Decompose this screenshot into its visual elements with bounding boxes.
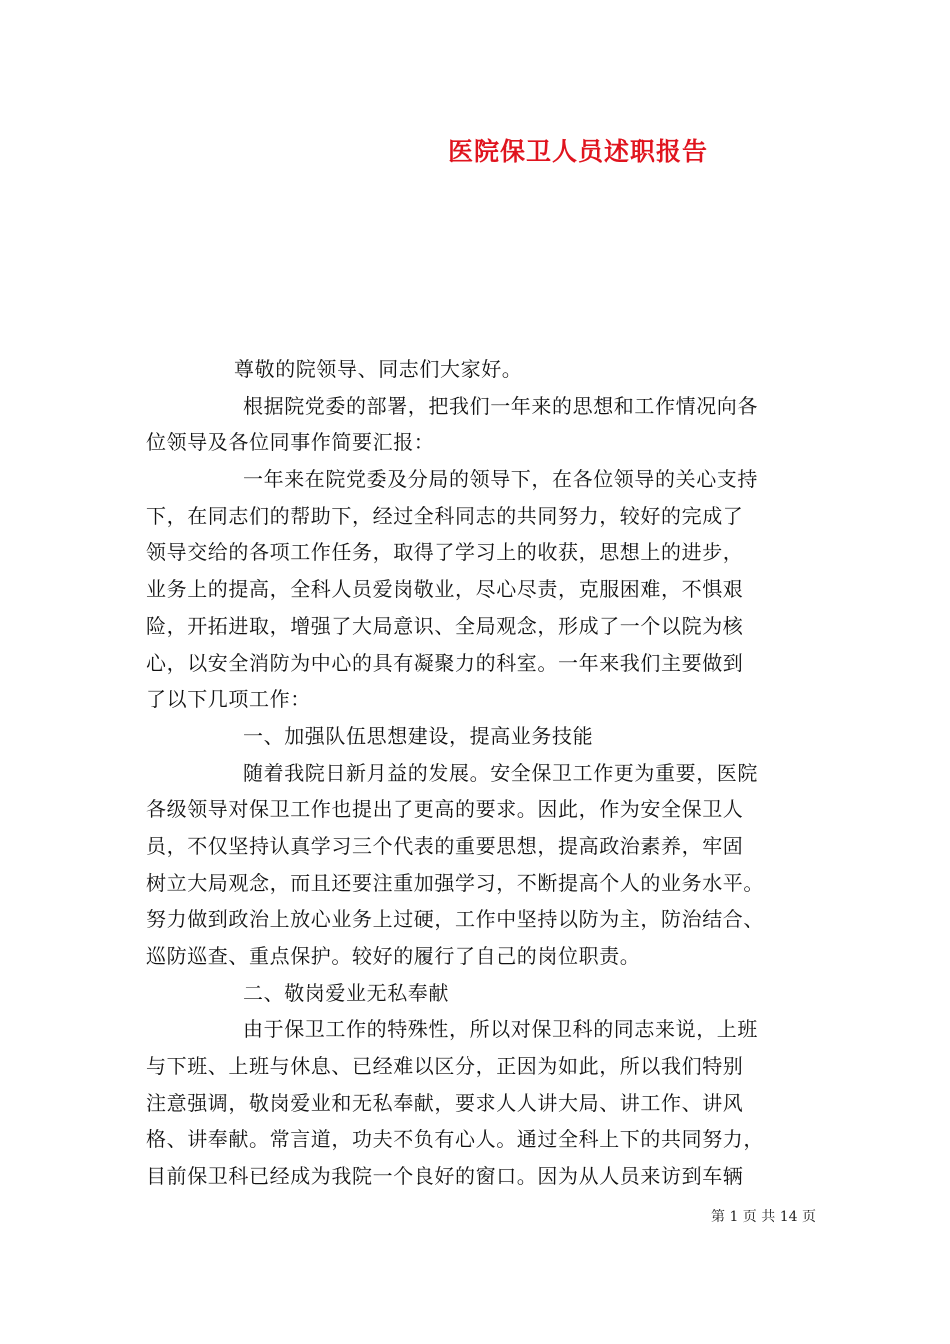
paragraph-line: 树立大局观念，而且还要注重加强学习，不断提高个人的业务水平。 [146,870,764,895]
paragraph-line: 一年来在院党委及分局的领导下，在各位领导的关心支持 [243,467,758,492]
paragraph-line: 努力做到政治上放心业务上过硬，工作中坚持以防为主，防治结合、 [146,907,764,932]
paragraph-line: 了以下几项工作： [146,687,311,712]
greeting-line: 尊敬的院领导、同志们大家好。 [234,357,523,381]
paragraph-line: 注意强调，敬岗爱业和无私奉献，要求人人讲大局、讲工作、讲风 [146,1090,744,1115]
paragraph-line: 险，开拓进取，增强了大局意识、全局观念，形成了一个以院为核 [146,613,744,638]
section-heading: 一、加强队伍思想建设，提高业务技能 [243,723,594,748]
paragraph-line: 由于保卫工作的特殊性，所以对保卫科的同志来说，上班 [243,1017,758,1042]
document-title: 医院保卫人员述职报告 [448,137,709,166]
paragraph-line: 业务上的提高，全科人员爱岗敬业，尽心尽责，克服困难，不惧艰 [146,577,744,602]
paragraph-line: 根据院党委的部署，把我们一年来的思想和工作情况向各 [243,393,758,418]
paragraph-line: 下，在同志们的帮助下，经过全科同志的共同努力，较好的完成了 [146,503,744,528]
paragraph-line: 员，不仅坚持认真学习三个代表的重要思想，提高政治素养，牢固 [146,833,744,858]
paragraph-line: 巡防巡查、重点保护。较好的履行了自己的岗位职责。 [146,944,641,968]
paragraph-line: 目前保卫科已经成为我院一个良好的窗口。因为从人员来访到车辆 [146,1164,744,1189]
paragraph-line: 格、讲奉献。常言道，功夫不负有心人。通过全科上下的共同努力， [146,1127,764,1152]
paragraph-line: 心，以安全消防为中心的具有凝聚力的科室。一年来我们主要做到 [146,650,744,675]
page-number-footer: 第 1 页 共 14 页 [711,1209,816,1225]
section-heading: 二、敬岗爱业无私奉献 [243,980,449,1005]
document-body [146,351,814,1195]
paragraph-line: 各级领导对保卫工作也提出了更高的要求。因此，作为安全保卫人 [146,797,744,822]
paragraph-line: 随着我院日新月益的发展。安全保卫工作更为重要，医院 [243,760,758,785]
paragraph-line: 领导交给的各项工作任务，取得了学习上的收获，思想上的进步， [146,540,744,565]
paragraph-line: 与下班、上班与休息、已经难以区分，正因为如此，所以我们特别 [146,1054,744,1079]
paragraph-line: 位领导及各位同事作简要汇报： [146,430,435,455]
